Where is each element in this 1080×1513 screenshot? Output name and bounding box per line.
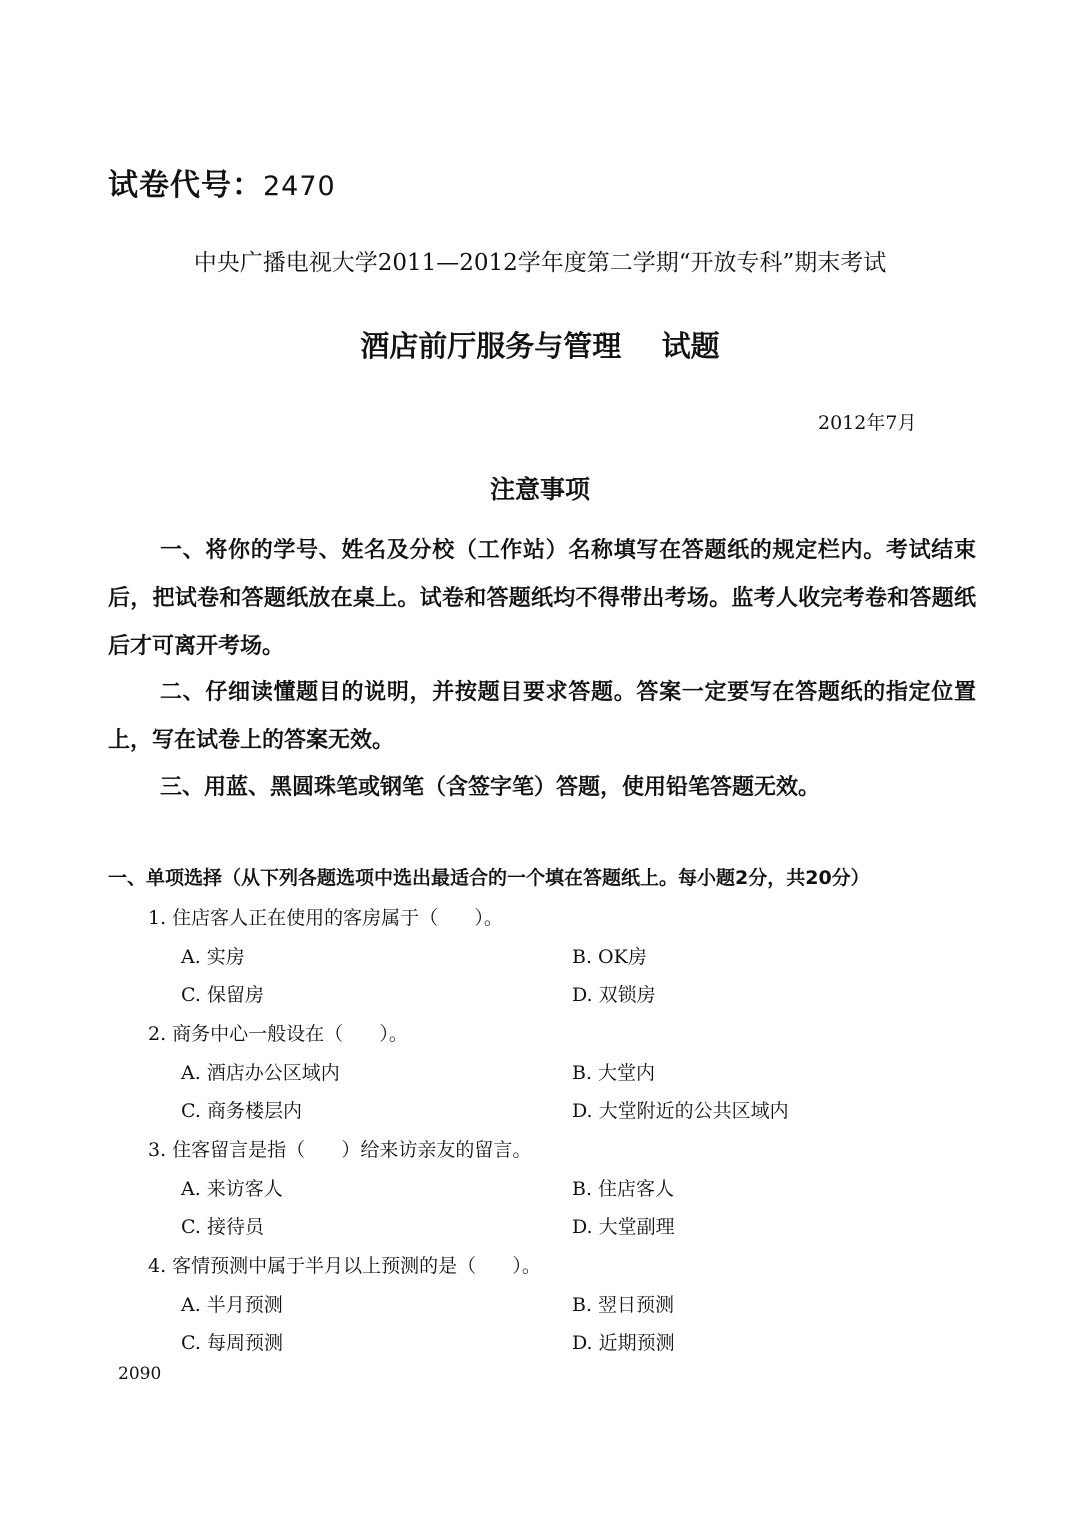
paper-code-label: 试卷代号： <box>108 168 263 203</box>
question-3-stem: 3. 住客留言是指（ ）给来访亲友的留言。 <box>148 1139 532 1161</box>
exam-header: 中央广播电视大学2011—2012学年度第二学期“开放专科”期末考试 <box>193 250 887 276</box>
question-1-stem: 1. 住店客人正在使用的客房属于（ ）。 <box>148 907 503 929</box>
paper-code <box>108 160 336 204</box>
page-number: 2090 <box>118 1364 162 1384</box>
question-4-option-c: C. 每周预测 <box>181 1332 283 1354</box>
paper-code-value: 2470 <box>263 171 336 202</box>
question-3-option-b: B. 住店客人 <box>572 1178 675 1200</box>
question-4-option-a: A. 半月预测 <box>181 1294 283 1316</box>
notice-item-1: 一、将你的学号、姓名及分校（工作站）名称填写在答题纸的规定栏内。考试结束后，把试卷和答题纸放在桌上。试卷和答题纸均不得带出考场。监考人收完考卷和答题纸后才可离开考场。 <box>108 538 976 659</box>
question-2-option-a: A. 酒店办公区域内 <box>181 1062 340 1084</box>
question-1-option-a: A. 实房 <box>181 946 245 968</box>
notice-item-2: 二、仔细读懂题目的说明，并按题目要求答题。答案一定要写在答题纸的指定位置上，写在试卷上的答案无效。 <box>108 680 976 753</box>
question-4-option-d: D. 近期预测 <box>572 1332 675 1354</box>
question-2-option-c: C. 商务楼层内 <box>181 1100 302 1122</box>
question-3-option-a: A. 来访客人 <box>181 1178 283 1200</box>
question-4-stem: 4. 客情预测中属于半月以上预测的是（ ）。 <box>148 1255 541 1277</box>
question-1-option-c: C. 保留房 <box>181 984 264 1006</box>
question-1-option-b: B. OK房 <box>572 946 647 968</box>
exam-date: 2012年7月 <box>818 412 917 434</box>
question-3-option-d: D. 大堂副理 <box>572 1216 675 1238</box>
exam-title: 酒店前厅服务与管理 试题 <box>360 329 720 363</box>
question-4-option-b: B. 翌日预测 <box>572 1294 675 1316</box>
question-2-option-b: B. 大堂内 <box>572 1062 656 1084</box>
notice-heading: 注意事项 <box>489 475 590 504</box>
notice-item-3: 三、用蓝、黑圆珠笔或钢笔（含签字笔）答题，使用铅笔答题无效。 <box>160 775 821 800</box>
question-2-stem: 2. 商务中心一般设在（ ）。 <box>148 1023 408 1045</box>
section-heading: 一、单项选择（从下列各题选项中选出最适合的一个填在答题纸上。每小题2分，共20分） <box>108 867 870 889</box>
question-2-option-d: D. 大堂附近的公共区域内 <box>572 1100 789 1122</box>
question-1-option-d: D. 双锁房 <box>572 984 656 1006</box>
question-3-option-c: C. 接待员 <box>181 1216 264 1238</box>
